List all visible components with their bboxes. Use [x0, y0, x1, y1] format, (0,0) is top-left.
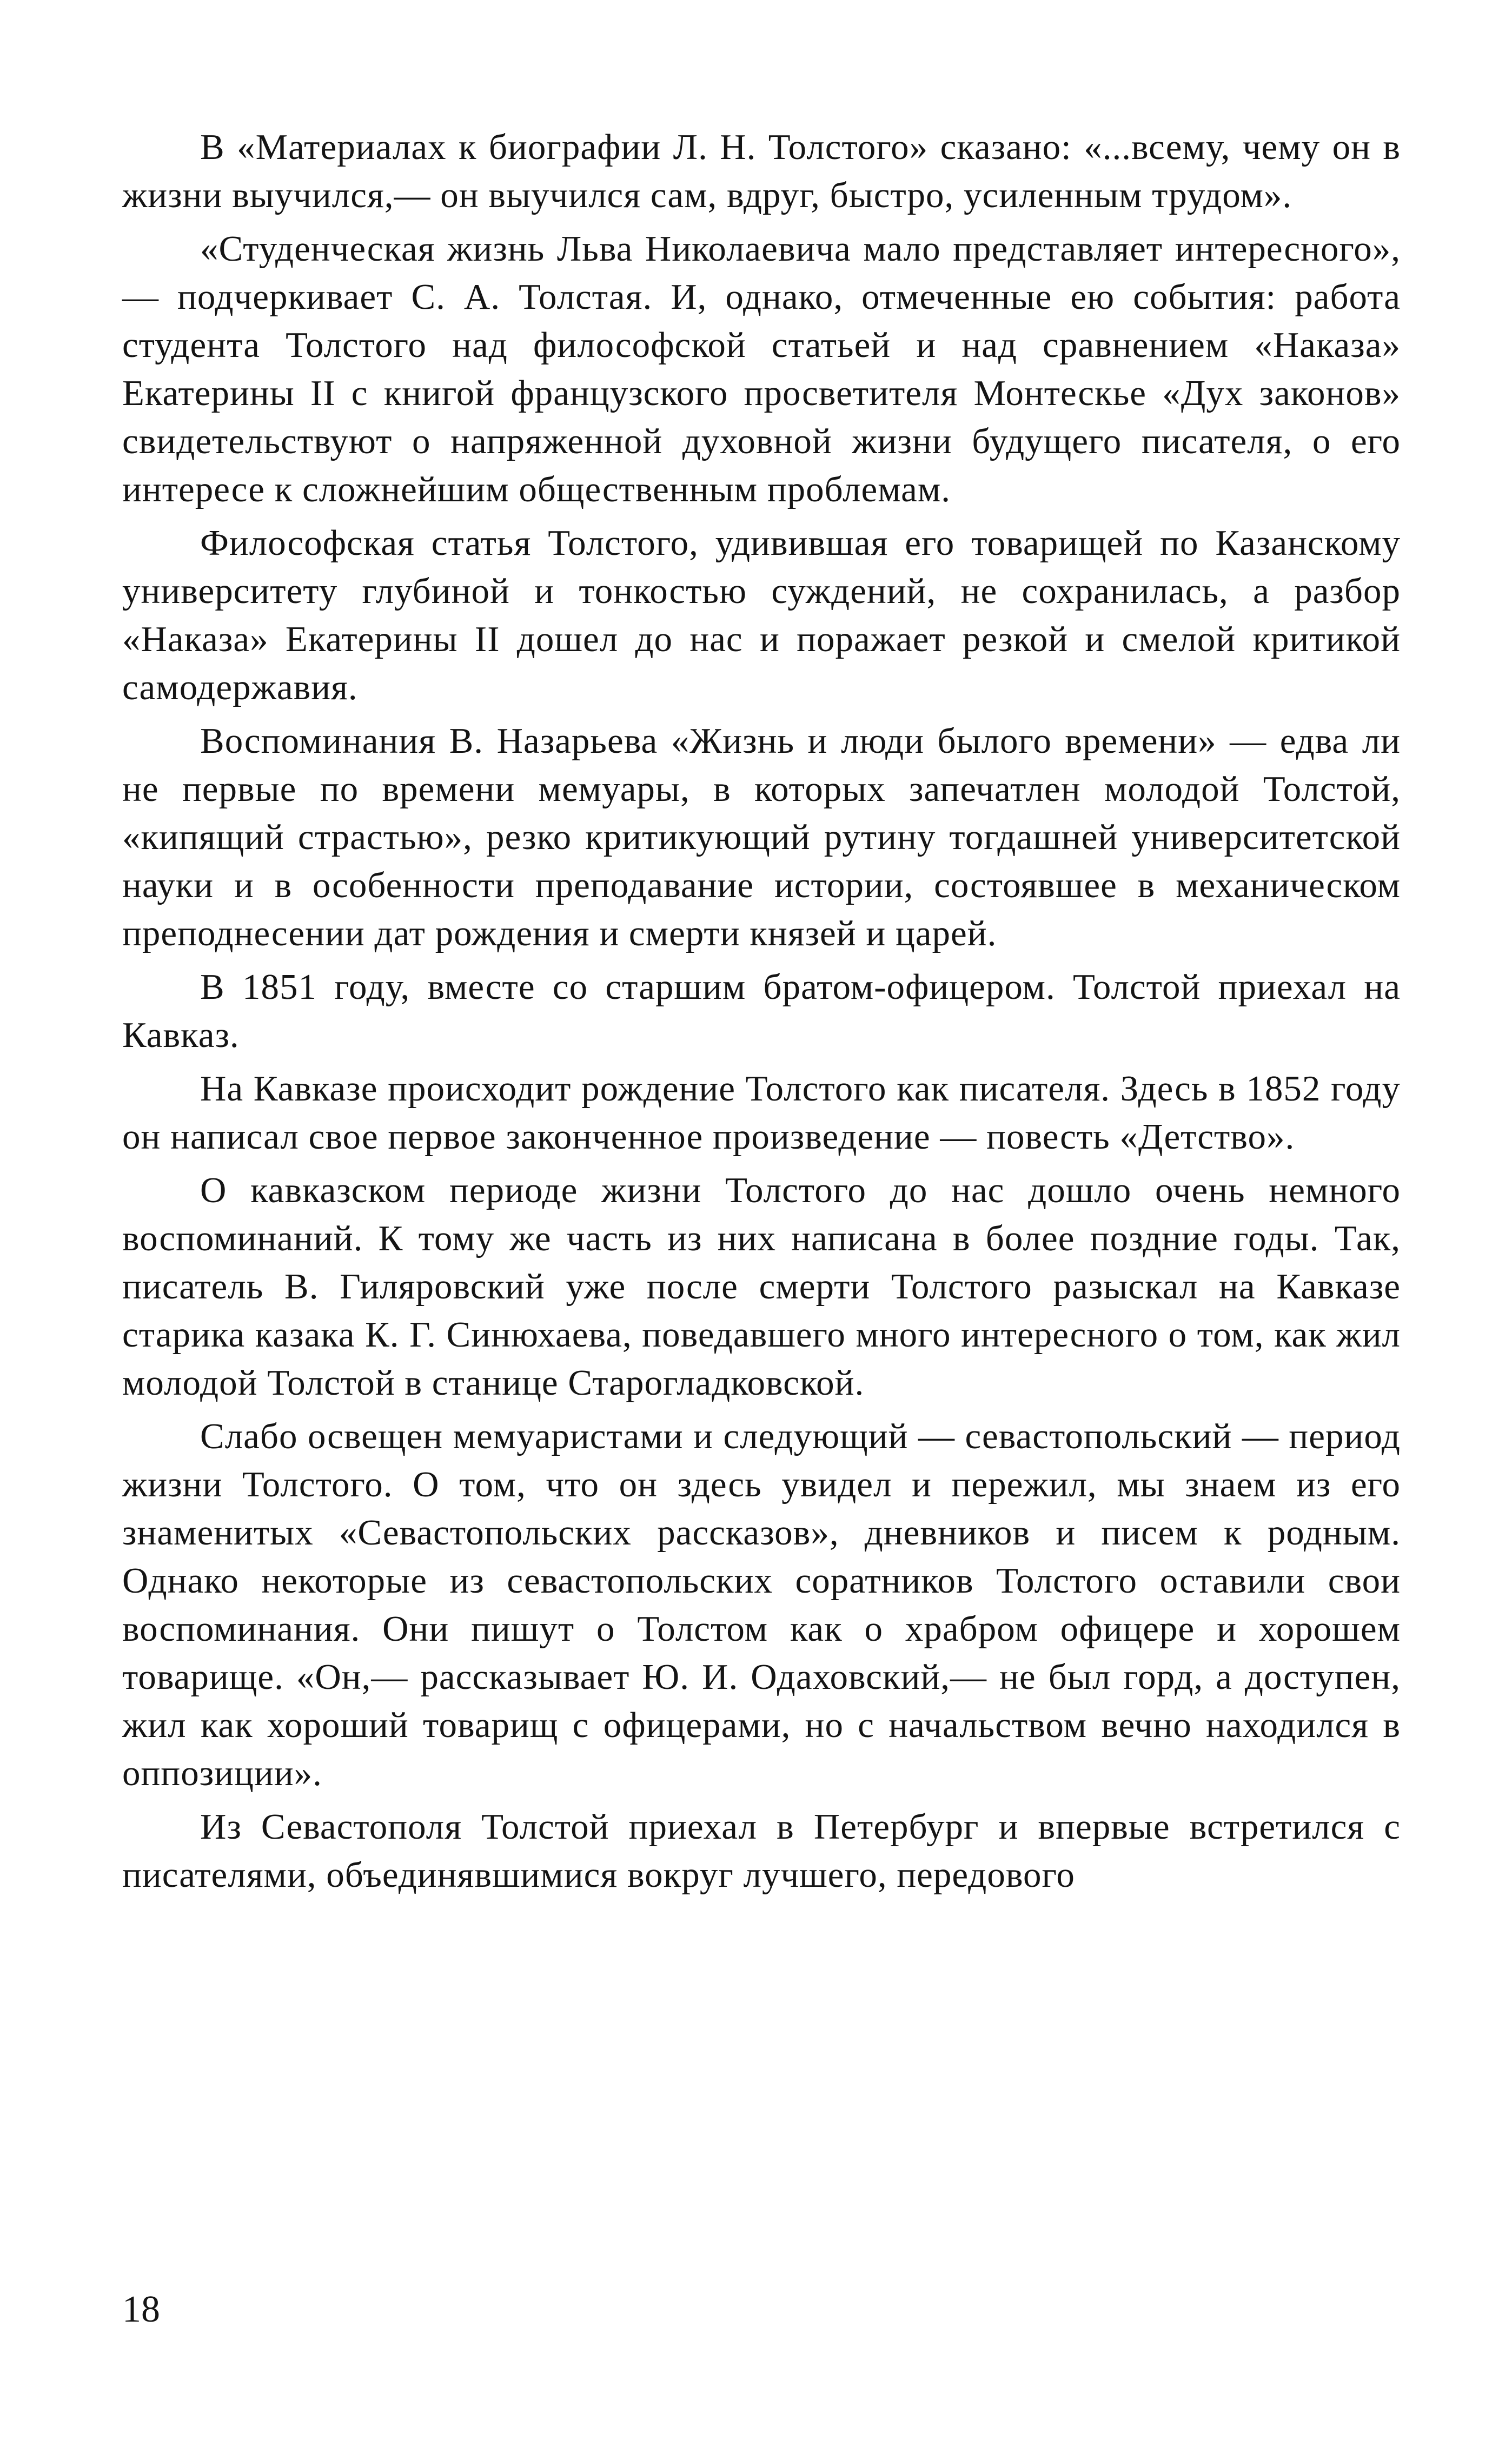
page-body	[122, 123, 1401, 1905]
paragraph-6: На Кавказе происходит рождение Толстого как писателя. Здесь в 1852 году он написал свое первое законченное произведение — повесть «Детство».	[122, 1069, 1401, 1157]
paragraph-8: Слабо освещен мемуаристами и следующий — севастопольский — период жизни Толстого. О том, что он здесь увидел и пережил, мы знаем из его знаменитых «Севастопольских рассказов», дневников и писем к родным. Однако некоторые из севастопольских соратников Толстого оставили свои воспоминания. Они пишут о Толстом как о храбром офицере и хорошем товарище. «Он,— рассказывает Ю. И. Одаховский,— не был горд, а доступен, жил как хороший товарищ с офицерами, но с начальством вечно находился в оппозиции».	[122, 1416, 1401, 1793]
paragraph-4: Воспоминания В. Назарьева «Жизнь и люди былого времени» — едва ли не первые по времени мемуары, в которых запечатлен молодой Толстой, «кипящий страстью», резко критикующий рутину тогдашней университетской науки и в особенности преподавание истории, состоявшее в механическом преподнесении дат рождения и смерти князей и царей.	[122, 721, 1401, 953]
paragraph-7: О кавказском периоде жизни Толстого до нас дошло очень немного воспоминаний. К тому же часть из них написана в более поздние годы. Так, писатель В. Гиляровский уже после смерти Толстого разыскал на Кавказе старика казака К. Г. Синюхаева, поведавшего много интересного о том, как жил молодой Толстой в станице Старогладковской.	[122, 1170, 1401, 1403]
paragraph-2: «Студенческая жизнь Льва Николаевича мало представляет интересного»,— подчеркивает С. А. Толстая. И, однако, отмеченные ею события: работа студента Толстого над философской статьей и над сравнением «Наказа» Екатерины II с книгой французского просветителя Монтескье «Дух законов» свидетельствуют о напряженной духовной жизни будущего писателя, о его интересе к сложнейшим общественным проблемам.	[122, 229, 1401, 509]
paragraph-9: Из Севастополя Толстой приехал в Петербург и впервые встретился с писателями, объединявшимися вокруг лучшего, передового	[122, 1807, 1401, 1895]
page-number: 18	[122, 2289, 160, 2330]
paragraph-5: В 1851 году, вместе со старшим братом-офицером. Толстой приехал на Кавказ.	[122, 967, 1401, 1055]
paragraph-1: В «Материалах к биографии Л. Н. Толстого» сказано: «...всему, чему он в жизни выучился,— он выучился сам, вдруг, быстро, усиленным трудом».	[122, 127, 1401, 215]
paragraph-3: Философская статья Толстого, удивившая его товарищей по Казанскому университету глубиной и тонкостью суждений, не сохранилась, а разбор «Наказа» Екатерины II дошел до нас и поражает резкой и смелой критикой самодержавия.	[122, 523, 1401, 707]
